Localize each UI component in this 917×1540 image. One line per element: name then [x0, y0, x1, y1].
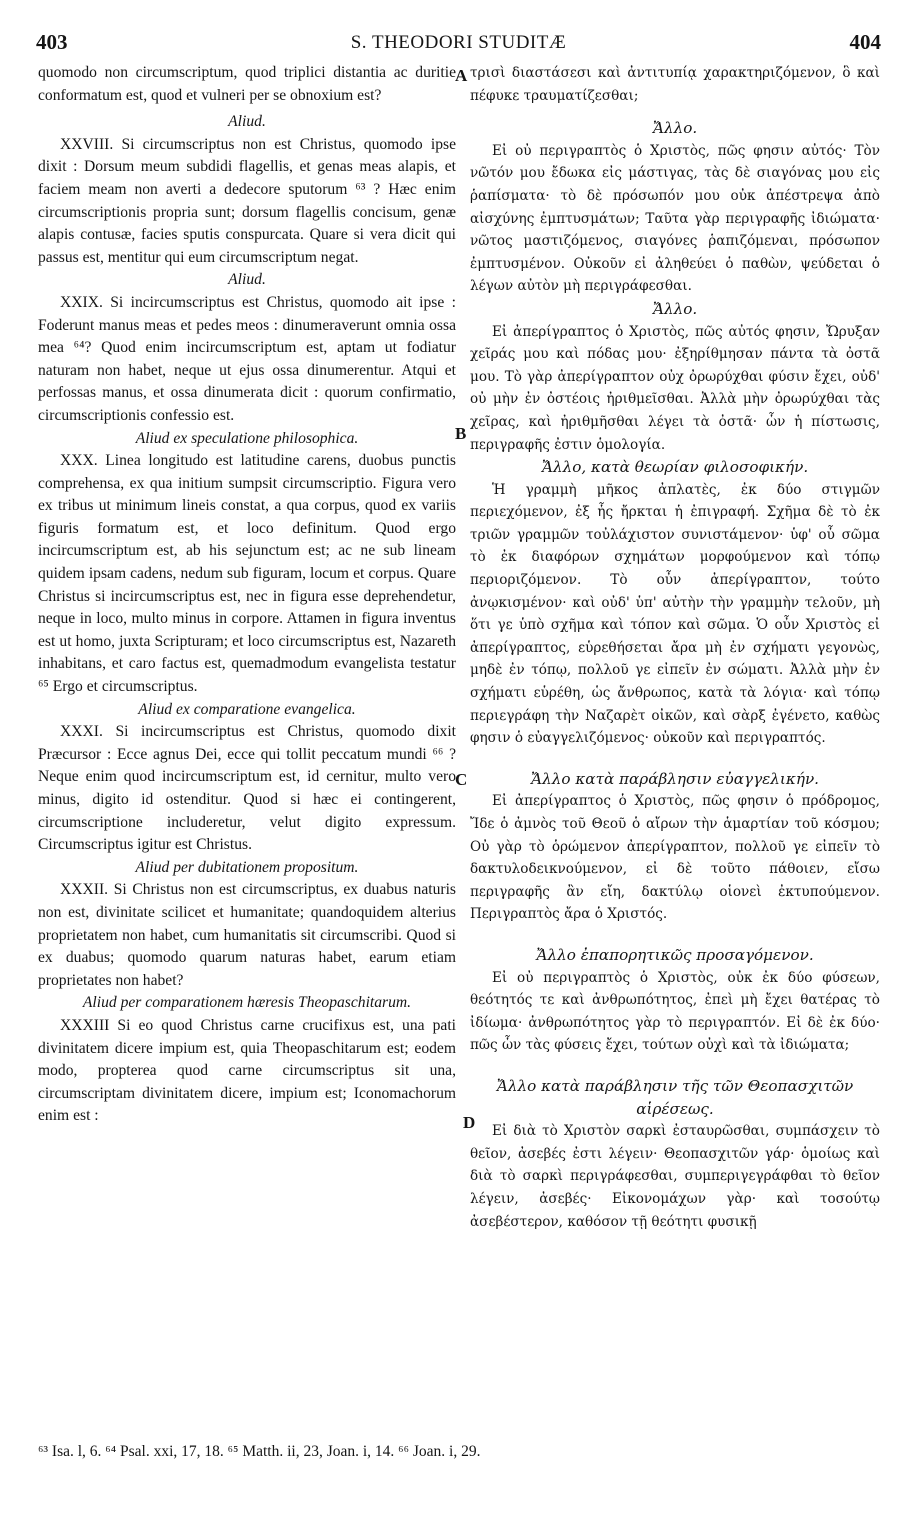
greek-paragraph: Εἰ διὰ τὸ Χριστὸν σαρκὶ ἐσταυρῶσθαι, συμπάσχειν τὸ θεῖον, ἀσεβές ἐστι λέγειν· Θεοπασχιτῶν γάρ· ὁμοίως καὶ διὰ τὸ σαρκὶ περιγράφεσθαι, συμπεριγεγράφθαι τὸ θεῖον λέγειν, ἀσεβές· Εἰκονομάχων γὰρ· καὶ τοσούτῳ ἀσεβέστερον, καθόσον τῇ θεότητι φυσικῇ [470, 1123, 880, 1230]
latin-column [38, 62, 456, 1128]
left-page-number: 403 [36, 30, 68, 54]
greek-paragraph: τρισὶ διαστάσεσι καὶ ἀντιτυπίᾳ χαρακτηριζόμενον, ὃ καὶ πέφυκε τραυματίζεσθαι; [470, 65, 880, 104]
latin-paragraph: XXXII. Si Christus non est circumscriptus, ex duabus naturis non est, divinitate scilicet et humanitate; quandoquidem alterius proprietatem non habet, cum humanitatis sit circumscribi. Quod si ex duabus; quomodo quarum naturas habet, earum etiam proprietates non habet? [38, 881, 456, 989]
greek-paragraph: Ἡ γραμμὴ μῆκος ἀπλατὲς, ἐκ δύο στιγμῶν περιεχόμενον, ἐξ ἧς ἤρκται ἡ ἐπιγραφή. Σχῆμα δὲ τὸ ἐκ τριῶν γραμμῶν τοὐλάχιστον συνιστάμενον· ὑφ' οὗ σῶμα τὸ ἐκ διαφόρων σχημάτων μορφούμενον καὶ τόπῳ περιοριζόμενον. Τὸ οὖν ἀπερίγραπτον, τούτο ἀνῳκισμένον· καὶ οὐδ' ὑπ' αὐτὴν τὴν γραμμὴν τελοῦν, μὴ ὅτι γε ὑπὸ σχῆμα καὶ τόπον καὶ σῶμα. Ὁ οὖν Χριστὸς εἰ ἀπερίγραπτος, εὑρεθήσεται ἄρα μὴ ἐν σχήματι γεγονὼς, μηδὲ ἐν τόπῳ, πολλοῦ γε εἰπεῖν ἐν σώματι. Ἀλλὰ μὴν ἐν σχήματι εὑρέθη, ὡς ἄνθρωπος, κατὰ τὰ λόγια· καὶ τόπῳ περιεγράφη τὴν Ναζαρὲτ οἰκῶν, καὶ σὰρξ ἐγένετο, καθὼς φησιν ὁ εὐαγγελιζόμενος· οὐκοῦν καὶ περιγραπτός. [470, 481, 880, 747]
latin-heading: Aliud per dubitationem propositum. [135, 858, 359, 876]
latin-heading: Aliud. [228, 271, 266, 289]
latin-paragraph: XXXIII Si eo quod Christus carne crucifixus est, una pati divinitatem dicere impium est, quia Theopaschitarum est; eodem modo, propterea quod carne circumscriptus sit una, circumscriptam divinitatem dicere, impium est; Iconomachorum enim est : [38, 1016, 456, 1125]
greek-heading: Ἄλλο κατὰ παράβλησιν εὐαγγελικήν. [530, 769, 820, 788]
latin-heading: Aliud. [228, 113, 266, 131]
greek-paragraph: Εἰ οὐ περιγραπτὸς ὁ Χριστὸς, οὐκ ἐκ δύο φύσεων, θεότητός τε καὶ ἀνθρωπότητος, ἐπεὶ μὴ ἔχει θατέρας τὸ ἰδίωμα· ἀνθρωπότητος γὰρ τὸ περιγραπτόν. Εἰ δὲ ἐκ δύο· πῶς ὧν τὰς φύσεις ἔχει, τούτων οὐχὶ καὶ τὰ ἰδιώματα; [470, 969, 880, 1054]
greek-heading: Ἄλλο κατὰ παράβλησιν τῆς τῶν Θεοπασχιτῶν αἱρέσεως. [496, 1076, 854, 1118]
greek-paragraph: Εἰ ἀπερίγραπτος ὁ Χριστὸς, πῶς αὐτός φησιν, Ὤρυξαν χεῖράς μου καὶ πόδας μου· ἐξηρίθμησαν πάντα τὰ ὀστᾶ μου. Τὸ γὰρ ἀπερίγραπτον οὐχ ὀρωρύχθαι φύσιν ἔχει, οὐδ' οὐ μὴν ἐν ὀστέοις ἠριθμεῖσθαι. Ἀλλὰ μὴν ὀρωρύχθαι τὰς χεῖρας, καὶ ἠριθμῆσθαι λέγει τὰ ὀστᾶ· ὧν ἡ πίστωσις, περιγραφῆς ἐστιν ὁμολογία. [470, 323, 880, 453]
margin-letter-d: D [463, 1113, 476, 1132]
greek-paragraph: Εἰ ἀπερίγραπτος ὁ Χριστὸς, πῶς φησιν ὁ πρόδρομος, Ἴδε ὁ ἀμνὸς τοῦ Θεοῦ ὁ αἴρων τὴν ἁμαρτίαν τοῦ κόσμου; Οὐ γὰρ τὸ ὁρώμενον ἀπερίγραπτον, πολλοῦ γε εἰπεῖν τὸ δακτυλοδεικνούμενον, εἰ δὲ τοῦτο πάθοιεν, εἴσω περιγραφῆς ἂν εἴη, δακτύλῳ οἱονεὶ ἐκτυπούμενον. Περιγραπτὸς ἄρα ὁ Χριστός. [470, 793, 880, 923]
margin-letter-a: A [455, 66, 468, 85]
margin-letter-c: C [455, 770, 468, 789]
greek-heading: Ἄλλο, κατὰ θεωρίαν φιλοσοφικήν. [541, 458, 809, 477]
margin-letter-b: B [455, 424, 467, 443]
latin-paragraph: XXVIII. Si circumscriptus non est Christus, quomodo ipse dixit : Dorsum meum subdidi flagellis, et genas meas alapis, et faciem meam non averti a dedecore sputorum ⁶³ ? Hæc enim circumscriptionis propria sunt; dorsum flagellis concisum, genæ alapis contusæ, facies sputis conspurcata. Quare si vera dicit qui passus est, mentitur qui eum circumscriptum negat. [38, 135, 456, 266]
footnotes: ⁶³ Isa. l, 6. ⁶⁴ Psal. xxi, 17, 18. ⁶⁵ Matth. ii, 23, Joan. i, 14. ⁶⁶ Joan. i, 29. [38, 1443, 481, 1460]
greek-heading: Ἄλλο. [652, 299, 698, 318]
latin-heading: Aliud ex comparatione evangelica. [138, 700, 356, 718]
latin-paragraph: XXIX. Si incircumscriptus est Christus, quomodo ait ipse : Foderunt manus meas et pedes meos : dinumeraverunt omnia ossa mea ⁶⁴? Quod enim incircumscriptum est, aptam ut fodiatur naturam non habet, neque ut ejus ossa dinumerentur. Atqui et perfossas manus, et ossa dinumerata dicit : quorum confirmatio, circumscriptionis confessio est. [38, 293, 456, 424]
latin-paragraph: XXX. Linea longitudo est latitudine carens, duobus punctis comprehensa, ex qua initium sumpsit circumscriptio. Figura vero ex tribus ut minimum lineis constat, a qua corpus, quod ex variis figuris formatum est, et loco definitum. Quod ergo incircumscriptum est, ab his sejunctum est; ac ne sub lineam quidem ipsam cadens, nedum sub figuram, locum et corpus. Quare Christus si incircumscriptus est, nec in figura esse deprehendetur, neque in loco, multo minus in corpore. Attamen in figura inventus est ut homo, juxta Scripturam; et loco circumscriptus est, Nazareth inhabitans, et caro factus est, quemadmodum evangelista testatur ⁶⁵ Ergo et circumscriptus. [38, 452, 456, 696]
running-head [36, 30, 881, 58]
latin-heading: Aliud per comparationem hæresis Theopaschitarum. [82, 994, 412, 1012]
greek-paragraph: Εἰ οὐ περιγραπτὸς ὁ Χριστὸς, πῶς φησιν αὐτός· Τὸν νῶτόν μου ἔδωκα εἰς μάστιγας, τὰς δὲ σιαγόνας μου εἰς ῥαπίσματα· τὸ δὲ πρόσωπόν μου οὐκ ἀπέστρεψα ἀπὸ αἰσχύνης ἐμπτυσμάτων; Ταῦτα γὰρ περιγραφῆς ἰδιώματα· νῶτος μαστιζόμενος, σιαγόνες ῥαπιζόμεναι, πρόσωπον ἐμπτυσμένον. Οὐκοῦν εἰ ἀληθεύει ὁ παθὼν, ψεύδεται ὁ λέγων αὐτὸν μὴ περιγράφεσθαι. [470, 142, 880, 295]
latin-paragraph: XXXI. Si incircumscriptus est Christus, quomodo dixit Præcursor : Ecce agnus Dei, ecce qui tollit peccatum mundi ⁶⁶ ? Neque enim quod incircumscriptum est, id cernitur, multo vero minus, digito id ostenditur. Quod si hæc ei contingerent, circumscriptione includeretur, velut digito expressum. Circumscriptus igitur est Christus. [38, 723, 456, 854]
running-title: S. THEODORI STUDITÆ [350, 32, 567, 53]
latin-paragraph: quomodo non circumscriptum, quod triplici distantia ac duritie conformatum est, quod et vulneri per se obnoxium est? [38, 64, 456, 104]
latin-heading: Aliud ex speculatione philosophica. [135, 429, 359, 447]
greek-column [470, 62, 880, 1233]
greek-heading: Ἄλλο. [652, 119, 698, 138]
right-page-number: 404 [849, 30, 881, 54]
greek-heading: Ἄλλο ἐπαπορητικῶς προσαγόμενον. [536, 945, 814, 964]
